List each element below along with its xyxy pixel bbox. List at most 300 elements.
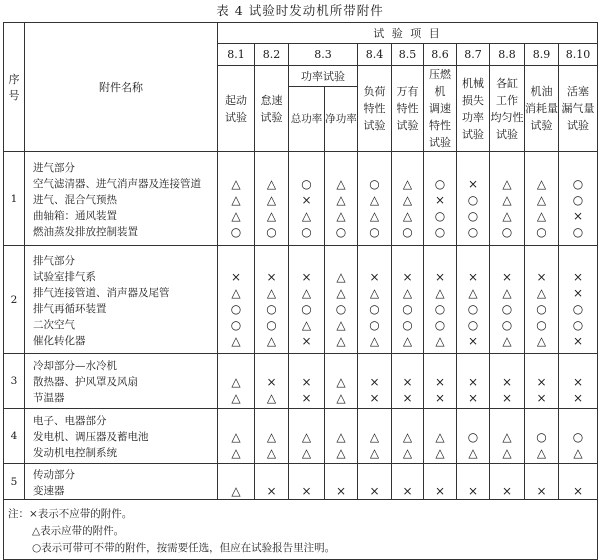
mark-column-8 <box>457 464 490 500</box>
test-label-2 <box>255 66 289 152</box>
mark-cell: △ <box>536 208 547 223</box>
title-spacer <box>255 358 288 374</box>
mark-cell: ○ <box>536 430 547 444</box>
mark-cell: △ <box>266 192 277 207</box>
mark-cell: △ <box>536 176 547 191</box>
mark-cell: ○ <box>501 301 513 316</box>
mark-cell: △ <box>502 176 512 191</box>
test-label-6-line: 特性 <box>429 119 451 132</box>
item-name: 试验室排气系 <box>33 270 96 283</box>
mark-column-7 <box>424 152 457 246</box>
title-spacer <box>525 467 558 483</box>
clause-10: 8.10 <box>559 44 598 66</box>
mark-cell: △ <box>231 333 241 348</box>
mark-column-6 <box>392 409 424 464</box>
mark-cell: × <box>467 176 479 191</box>
note-line: 注：×表示不应带的附件。 <box>8 507 133 520</box>
mark-column-4 <box>325 409 358 464</box>
mark-cell: △ <box>435 430 445 444</box>
mark-cell: △ <box>336 269 346 284</box>
mark-cell: ○ <box>402 317 413 332</box>
mark-column-6 <box>392 246 424 354</box>
test-label-8-line: 试验 <box>496 127 518 141</box>
mark-cell: × <box>402 375 413 389</box>
test-label-7 <box>457 66 490 152</box>
mark-cell: △ <box>266 208 277 223</box>
title-spacer <box>255 160 288 176</box>
mark-cell: △ <box>301 430 312 444</box>
mark-cell: △ <box>536 333 547 348</box>
title-spacer <box>289 358 324 374</box>
test-label-4-line: 负荷 <box>363 85 386 98</box>
item-name: 变速器 <box>33 484 65 497</box>
group-names <box>25 354 218 409</box>
clause-8: 8.8 <box>490 44 525 66</box>
mark-cell: ○ <box>230 317 242 332</box>
mark-column-10 <box>525 464 559 500</box>
mark-cell: △ <box>336 192 346 207</box>
mark-cell: ○ <box>335 301 347 316</box>
mark-column-3 <box>289 464 325 500</box>
item-name: 二次空气 <box>33 318 75 331</box>
mark-cell: △ <box>231 391 241 405</box>
title-spacer <box>218 358 254 374</box>
mark-column-1 <box>218 464 255 500</box>
test-label-4-line: 特性 <box>363 102 386 115</box>
mark-cell: × <box>369 375 380 389</box>
title-spacer <box>392 358 423 374</box>
mark-cell: × <box>536 483 547 498</box>
title-spacer <box>424 160 456 176</box>
mark-cell: ○ <box>467 317 479 332</box>
mark-cell: △ <box>502 285 512 300</box>
test-label-8-line: 工作 <box>496 93 518 107</box>
item-name: 曲轴箱：通风装置 <box>33 209 117 222</box>
mark-cell: ○ <box>266 317 277 332</box>
title-spacer <box>325 413 357 429</box>
test-label-5-line: 特性 <box>396 102 419 115</box>
mark-cell: △ <box>336 285 346 300</box>
mark-cell: × <box>266 375 277 389</box>
mark-cell: × <box>536 375 547 389</box>
title-spacer <box>358 358 391 374</box>
mark-cell: △ <box>536 285 547 300</box>
title-spacer <box>457 253 489 269</box>
mark-column-3 <box>289 409 325 464</box>
mark-cell: △ <box>502 192 512 207</box>
mark-cell: △ <box>231 375 241 389</box>
mark-column-4 <box>325 152 358 246</box>
mark-column-11 <box>559 464 598 500</box>
group-row-2 <box>4 246 598 354</box>
mark-cell: ○ <box>301 301 312 316</box>
mark-cell: △ <box>231 192 241 207</box>
test-label-5 <box>392 66 424 152</box>
mark-cell: △ <box>468 446 478 460</box>
mark-cell: △ <box>402 192 413 207</box>
mark-cell: ○ <box>467 192 479 207</box>
title-spacer <box>392 467 423 483</box>
group-title: 进气部分 <box>33 161 75 174</box>
test-label-10-line: 活塞 <box>567 85 590 98</box>
mark-cell: × <box>335 483 347 498</box>
header-name: 附件名称 <box>25 23 218 152</box>
group-names <box>25 464 218 500</box>
title-spacer <box>325 160 357 176</box>
group-seq: 3 <box>4 354 25 409</box>
mark-cell: ○ <box>266 224 277 239</box>
test-label-10-line: 漏气量 <box>561 102 595 115</box>
mark-cell: ○ <box>434 208 446 223</box>
mark-cell: ○ <box>369 301 380 316</box>
mark-cell: × <box>573 285 584 300</box>
mark-cell: ○ <box>536 301 547 316</box>
title-spacer <box>392 160 423 176</box>
group-row-1 <box>4 152 598 246</box>
test-label-8-line: 均匀性 <box>490 110 524 124</box>
mark-cell: × <box>573 269 584 284</box>
mark-cell: × <box>467 375 479 389</box>
mark-column-10 <box>525 354 559 409</box>
mark-cell: ○ <box>335 224 347 239</box>
mark-cell: △ <box>402 208 413 223</box>
clause-2: 8.2 <box>255 44 289 66</box>
mark-cell: △ <box>369 333 380 348</box>
title-spacer <box>255 413 288 429</box>
title-spacer <box>325 358 357 374</box>
mark-column-2 <box>255 246 289 354</box>
mark-cell: × <box>369 391 380 405</box>
title-spacer <box>289 160 324 176</box>
title-spacer <box>289 413 324 429</box>
mark-column-4 <box>325 246 358 354</box>
mark-cell: × <box>536 391 547 405</box>
mark-cell: △ <box>502 333 512 348</box>
mark-cell: △ <box>231 176 241 191</box>
item-name: 散热器、护风罩及风扇 <box>33 376 138 388</box>
mark-cell: ○ <box>467 224 479 239</box>
mark-column-9 <box>490 354 525 409</box>
mark-cell: △ <box>231 208 241 223</box>
mark-cell: ○ <box>572 430 584 444</box>
group-row-4 <box>4 409 598 464</box>
mark-cell: △ <box>502 430 512 444</box>
title-spacer <box>457 467 489 483</box>
title-spacer <box>289 467 324 483</box>
mark-cell: × <box>434 192 446 207</box>
mark-column-5 <box>358 409 392 464</box>
mark-cell: × <box>402 269 413 284</box>
mark-cell: ○ <box>434 176 446 191</box>
mark-column-3 <box>289 246 325 354</box>
title-spacer <box>289 253 324 269</box>
clause-9: 8.9 <box>525 44 559 66</box>
test-label-6-line: 压燃机 <box>429 68 451 98</box>
mark-cell: △ <box>369 446 380 460</box>
clause-4: 8.4 <box>358 44 392 66</box>
mark-column-5 <box>358 152 392 246</box>
mark-cell: × <box>301 483 312 498</box>
mark-cell: ○ <box>536 224 547 239</box>
title-spacer <box>325 253 357 269</box>
title-spacer <box>218 467 254 483</box>
test-label-7-line: 损失 <box>462 93 484 107</box>
test-label-4-line: 试验 <box>363 119 386 132</box>
mark-cell: ○ <box>572 301 584 316</box>
mark-column-4 <box>325 464 358 500</box>
title-spacer <box>559 358 597 374</box>
mark-cell: × <box>266 269 277 284</box>
title-spacer <box>457 413 489 429</box>
mark-column-2 <box>255 464 289 500</box>
mark-cell: ○ <box>434 301 446 316</box>
mark-cell: △ <box>402 333 413 348</box>
mark-cell: ○ <box>402 224 413 239</box>
title-spacer <box>424 253 456 269</box>
mark-cell: × <box>501 269 513 284</box>
mark-cell: × <box>573 375 584 389</box>
mark-column-11 <box>559 354 598 409</box>
mark-cell: × <box>301 375 312 389</box>
clause-3: 8.3 <box>289 44 358 66</box>
mark-cell: × <box>434 375 446 389</box>
title-spacer <box>358 467 391 483</box>
mark-column-9 <box>490 152 525 246</box>
mark-cell: ○ <box>266 301 277 316</box>
mark-column-6 <box>392 152 424 246</box>
item-name: 进气、混合气预热 <box>33 193 117 206</box>
mark-cell: ○ <box>369 224 380 239</box>
mark-cell: △ <box>536 192 547 207</box>
mark-column-1 <box>218 152 255 246</box>
mark-cell: △ <box>502 208 512 223</box>
mark-cell: × <box>402 391 413 405</box>
mark-column-10 <box>525 152 559 246</box>
mark-cell: △ <box>435 285 445 300</box>
item-name: 发动机电控制系统 <box>33 447 117 459</box>
title-spacer <box>490 413 524 429</box>
title-spacer <box>457 358 489 374</box>
mark-cell: △ <box>402 430 413 444</box>
note-line: ○表示可带可不带的附件，按需要任选，但应在试验报告里注明。 <box>32 541 336 554</box>
mark-cell: △ <box>231 430 241 444</box>
test-label-9 <box>525 66 559 152</box>
group-names <box>25 246 218 354</box>
mark-column-6 <box>392 354 424 409</box>
group-seq: 4 <box>4 409 25 464</box>
title-spacer <box>255 467 288 483</box>
mark-cell: ○ <box>467 208 479 223</box>
mark-cell: △ <box>231 446 241 460</box>
group-title: 电子、电器部分 <box>33 415 107 427</box>
mark-cell: ○ <box>369 317 380 332</box>
mark-cell: × <box>573 391 584 405</box>
mark-cell: × <box>501 483 513 498</box>
test-label-7-line: 功率 <box>462 110 484 124</box>
mark-column-8 <box>457 246 490 354</box>
mark-cell: × <box>467 333 479 348</box>
mark-cell: △ <box>301 285 312 300</box>
mark-cell: × <box>266 483 277 498</box>
mark-column-6 <box>392 464 424 500</box>
group-seq: 5 <box>4 464 25 500</box>
group-row-3 <box>4 354 598 409</box>
clause-7: 8.7 <box>457 44 490 66</box>
item-name: 排气再循环装置 <box>33 302 107 315</box>
item-name: 发电机、调压器及蓄电池 <box>33 431 149 443</box>
mark-cell: △ <box>369 192 380 207</box>
test-label-1-line: 起动 <box>225 93 247 107</box>
mark-cell: × <box>573 208 584 223</box>
title-spacer <box>424 413 456 429</box>
mark-column-7 <box>424 409 457 464</box>
test-label-3: 功率试验 <box>289 66 358 87</box>
mark-column-8 <box>457 409 490 464</box>
test-label-8-line: 各缸 <box>496 76 518 90</box>
notes <box>4 500 598 560</box>
item-name: 燃油蒸发排放控制装置 <box>33 225 138 238</box>
mark-cell: × <box>369 269 380 284</box>
clause-5: 8.5 <box>392 44 424 66</box>
mark-cell: × <box>536 269 547 284</box>
mark-column-9 <box>490 246 525 354</box>
title-spacer <box>525 253 558 269</box>
title-spacer <box>255 253 288 269</box>
group-title: 传动部分 <box>33 468 75 481</box>
mark-cell: ○ <box>230 301 242 316</box>
mark-cell: △ <box>336 446 346 460</box>
title-spacer <box>525 413 558 429</box>
mark-cell: △ <box>468 285 478 300</box>
title-spacer <box>218 253 254 269</box>
mark-cell: △ <box>435 446 445 460</box>
group-seq: 1 <box>4 152 25 246</box>
table-caption: 表 4 试验时发动机所带附件 <box>216 3 384 18</box>
mark-cell: ○ <box>434 317 446 332</box>
group-row-5 <box>4 464 598 500</box>
mark-cell: △ <box>301 317 312 332</box>
header-test-items: 试 验 项 目 <box>218 23 598 44</box>
mark-cell: △ <box>266 446 277 460</box>
mark-column-4 <box>325 354 358 409</box>
mark-cell: ○ <box>301 224 312 239</box>
mark-cell: ○ <box>501 317 513 332</box>
mark-cell: ○ <box>369 176 380 191</box>
test-label-1 <box>218 66 255 152</box>
mark-cell: × <box>301 333 312 348</box>
mark-cell: ○ <box>572 224 584 239</box>
mark-cell: ○ <box>572 192 584 207</box>
mark-column-9 <box>490 464 525 500</box>
group-title: 排气部分 <box>33 254 75 267</box>
title-spacer <box>358 160 391 176</box>
mark-cell: ○ <box>301 176 312 191</box>
mark-cell: △ <box>336 176 346 191</box>
mark-column-8 <box>457 152 490 246</box>
title-spacer <box>559 253 597 269</box>
title-spacer <box>424 358 456 374</box>
test-label-10 <box>559 66 598 152</box>
mark-cell: × <box>501 375 513 389</box>
title-spacer <box>325 467 357 483</box>
title-spacer <box>490 253 524 269</box>
mark-cell: × <box>573 333 584 348</box>
mark-cell: △ <box>336 391 346 405</box>
mark-cell: × <box>467 391 479 405</box>
mark-cell: × <box>467 483 479 498</box>
clause-1: 8.1 <box>218 44 255 66</box>
title-spacer <box>424 467 456 483</box>
mark-cell: ○ <box>402 301 413 316</box>
title-spacer <box>559 160 597 176</box>
title-spacer <box>358 413 391 429</box>
mark-cell: △ <box>266 176 277 191</box>
mark-column-3 <box>289 152 325 246</box>
total-power-label: 总功率 <box>289 87 325 152</box>
test-label-10-line: 试验 <box>567 119 590 132</box>
net-power-label: 净功率 <box>325 87 358 152</box>
mark-cell: × <box>301 391 312 405</box>
title-spacer <box>559 413 597 429</box>
mark-column-10 <box>525 246 559 354</box>
mark-cell: △ <box>402 446 413 460</box>
test-label-9-line: 消耗量 <box>525 102 558 115</box>
notes-row <box>4 500 598 560</box>
mark-column-7 <box>424 246 457 354</box>
test-label-6-line: 试验 <box>429 136 451 149</box>
mark-column-8 <box>457 354 490 409</box>
item-name: 催化转化器 <box>33 334 86 347</box>
mark-column-2 <box>255 409 289 464</box>
mark-column-7 <box>424 464 457 500</box>
mark-cell: △ <box>301 208 312 223</box>
mark-column-11 <box>559 409 598 464</box>
mark-cell: × <box>402 483 413 498</box>
title-spacer <box>525 358 558 374</box>
mark-cell: × <box>301 269 312 284</box>
note-line: △表示应带的附件。 <box>32 524 125 537</box>
title-spacer <box>218 160 254 176</box>
mark-cell: △ <box>266 391 277 405</box>
mark-cell: △ <box>336 317 346 332</box>
mark-column-5 <box>358 354 392 409</box>
mark-cell: △ <box>435 333 445 348</box>
mark-cell: × <box>467 269 479 284</box>
test-label-7-line: 试验 <box>462 127 484 141</box>
mark-cell: △ <box>231 483 241 498</box>
mark-cell: × <box>230 269 242 284</box>
mark-cell: △ <box>369 285 380 300</box>
mark-column-1 <box>218 409 255 464</box>
mark-cell: ○ <box>501 224 513 239</box>
title-spacer <box>392 413 423 429</box>
title-spacer <box>490 160 524 176</box>
mark-cell: △ <box>502 446 512 460</box>
group-title: 冷却部分—水冷机 <box>33 360 117 372</box>
mark-cell: △ <box>573 446 583 460</box>
mark-cell: ○ <box>572 317 584 332</box>
mark-cell: ○ <box>467 301 479 316</box>
mark-cell: × <box>434 269 446 284</box>
mark-column-5 <box>358 464 392 500</box>
mark-cell: △ <box>402 176 413 191</box>
item-name: 节温器 <box>33 392 65 404</box>
mark-cell: △ <box>301 446 312 460</box>
group-seq: 2 <box>4 246 25 354</box>
group-names <box>25 152 218 246</box>
title-spacer <box>392 253 423 269</box>
mark-cell: △ <box>266 430 277 444</box>
